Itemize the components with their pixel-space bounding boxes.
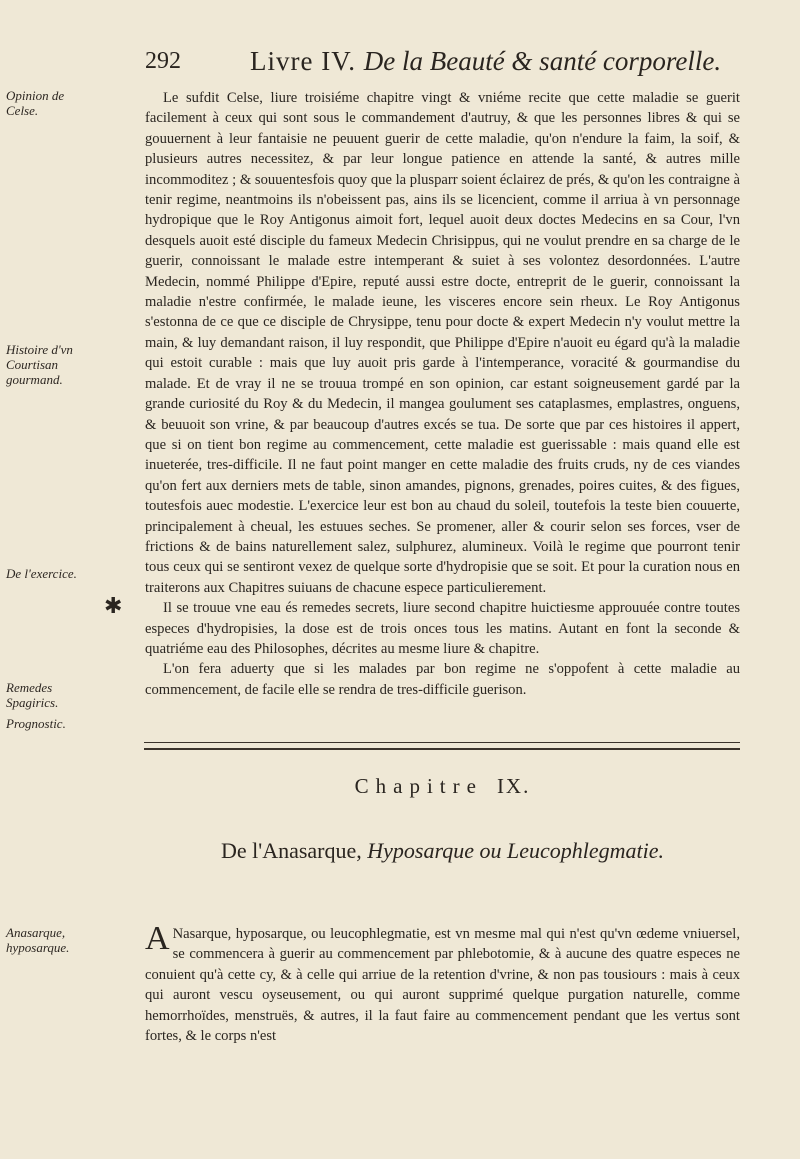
margin-note-prognostic: Prognostic.	[6, 716, 66, 731]
margin-note-exercice: De l'exercice.	[6, 566, 77, 581]
chapter-heading	[145, 774, 740, 799]
drop-cap: A	[145, 920, 170, 957]
running-title	[250, 46, 721, 77]
chapter-title-part2: Hyposarque ou Leucophlegmatie.	[367, 838, 665, 863]
margin-note-anasarque: Anasarque, hyposarque.	[6, 925, 70, 955]
chapter-title-part1: De l'Anasarque,	[220, 838, 368, 863]
section-rule	[144, 742, 740, 750]
paragraph-prognostic: L'on fera aduerty que si les malades par bon regime ne s'oppofent à cette maladie au commencement, de facile elle se rendra de tres-difficile guerison.	[145, 661, 740, 698]
asterisk-mark: ✱	[104, 594, 123, 619]
page-number: 292	[145, 48, 181, 74]
chapter-number: IX.	[496, 774, 531, 798]
header-title: De la Beauté & santé corporelle.	[363, 46, 722, 76]
margin-note-remedes: Remedes Spagirics.	[6, 680, 59, 710]
book-label: Livre IV.	[250, 46, 356, 76]
margin-note-opinion: Opinion de Celse.	[6, 88, 65, 118]
paragraph-celse: Le sufdit Celse, liure troisiéme chapitre vingt & vniéme recite que cette maladie se guerit facilement à ceux qui sont sous le commandement d'autruy, & que les personnes libres & qui se gouuernent à leur fantaisie ne peuuent guerir de cette maladie, qu'on n'endure la faim, la soif, & plusieurs autres necessitez, & par leur longue patience en attende la santé, & autres mille incommoditez ; & souuentesfois quoy que la plusparr soient éclairez de prés, & qu'on les contraigne à tenir regime, neantmoins ils n'obeissent pas, ains ils se licencient, comme il arriua à vn personnage hydropique que le Roy Antigonus aimoit fort, lequel auoit deux doctes Medecins en sa Cour, l'vn desquels auoit esté disciple du fameux Medecin Chrisippus, qui ne voulut prendre en sa charge de le guerir, connoissant le malade estre intemperant & suiet à ses volontez desordonnées. L'autre Medecin, nommé Philippe d'Epire, reputé aussi estre docte, entreprit de le guerir, connoissant la maladie n'estre confirmée, le malade ieune, les visceres encore sein rheux. Le Roy Antigonus s'estonna de ce que ce disciple de Chrysippe, tenu pour docte & expert Medecin n'y voulut mettre la main, & luy demandant raison, il luy respondit, que Philippe d'Epire n'auoit eu égard qu'à la maladie qui estoit curable : mais que luy auoit pris garde à l'intemperance, voracité & gourmandise du malade. Et de vray il ne se trouua trompé en son opinion, car estant soigneusement gardé par la grande curiosité du Roy & du Medecin, il mangea goulument ses cataplasmes, emplastres, onguens, & beuuoit son vrine, & par beaucoup d'autres excés se tua. De sorte que par ces histoires il appert, que si on tient bon regime au commencement, cette maladie est guerissable : mais quand elle est inueterée, tres-difficile. Il ne faut point manger en cette maladie des fruits cruds, ny de ces viandes qu'on fert aux derniers mets de table, sinon amandes, pignons, grenades, poires cuites, & des figues, toutesfois auec modestie. L'exercice leur est bon au chaud du soleil, toutefois la teste bien couuerte, principalement à cheual, les estuues seches. Se promener, aller & courir selon ses forces, vser de frictions & de bains naturellement salez, sulphurez, alumineux. Voilà le regime que pourront tenir tous ceux qui se sentiront vexez de quelque sorte d'hydropisie que se soit. Et pour la curation nous en traiterons aux Chapitres suiuans de chacune espece particulierement.	[145, 90, 740, 596]
running-header	[145, 46, 735, 86]
chapter-title	[145, 838, 740, 864]
chapter-text	[145, 920, 740, 1046]
chapter-paragraph: Nasarque, hyposarque, ou leucophlegmatie, est vn mesme mal qui n'est qu'vn œdeme vniuersel, se commencera à guerir au commencement par phlebotomie, & à aucune des quatre especes ne conuient qu'à cette cy, & à celle qui arriue de la retention d'vrine, & non pas tousiours : mais à ceux qui auront vescu oyseusement, ou qui auront supprimé quelque purgation naturelle, comme hemorrhoïdes, menstruës, & autres, il la faut faire au commencement pendant que les vertus sont fortes, & le corps n'est	[145, 926, 740, 1045]
main-text	[145, 88, 740, 700]
chapter-label: Chapitre	[354, 774, 483, 798]
margin-note-histoire: Histoire d'vn Courtisan gourmand.	[6, 342, 73, 387]
paragraph-remedes: Il se trouue vne eau és remedes secrets, liure second chapitre huictiesme approuuée contre toutes especes d'hydropisies, la dose est de trois onces tous les matins. Autant en font la seconde & quatriéme eau des Philosophes, décrites au mesme liure & chapitre.	[145, 600, 740, 657]
